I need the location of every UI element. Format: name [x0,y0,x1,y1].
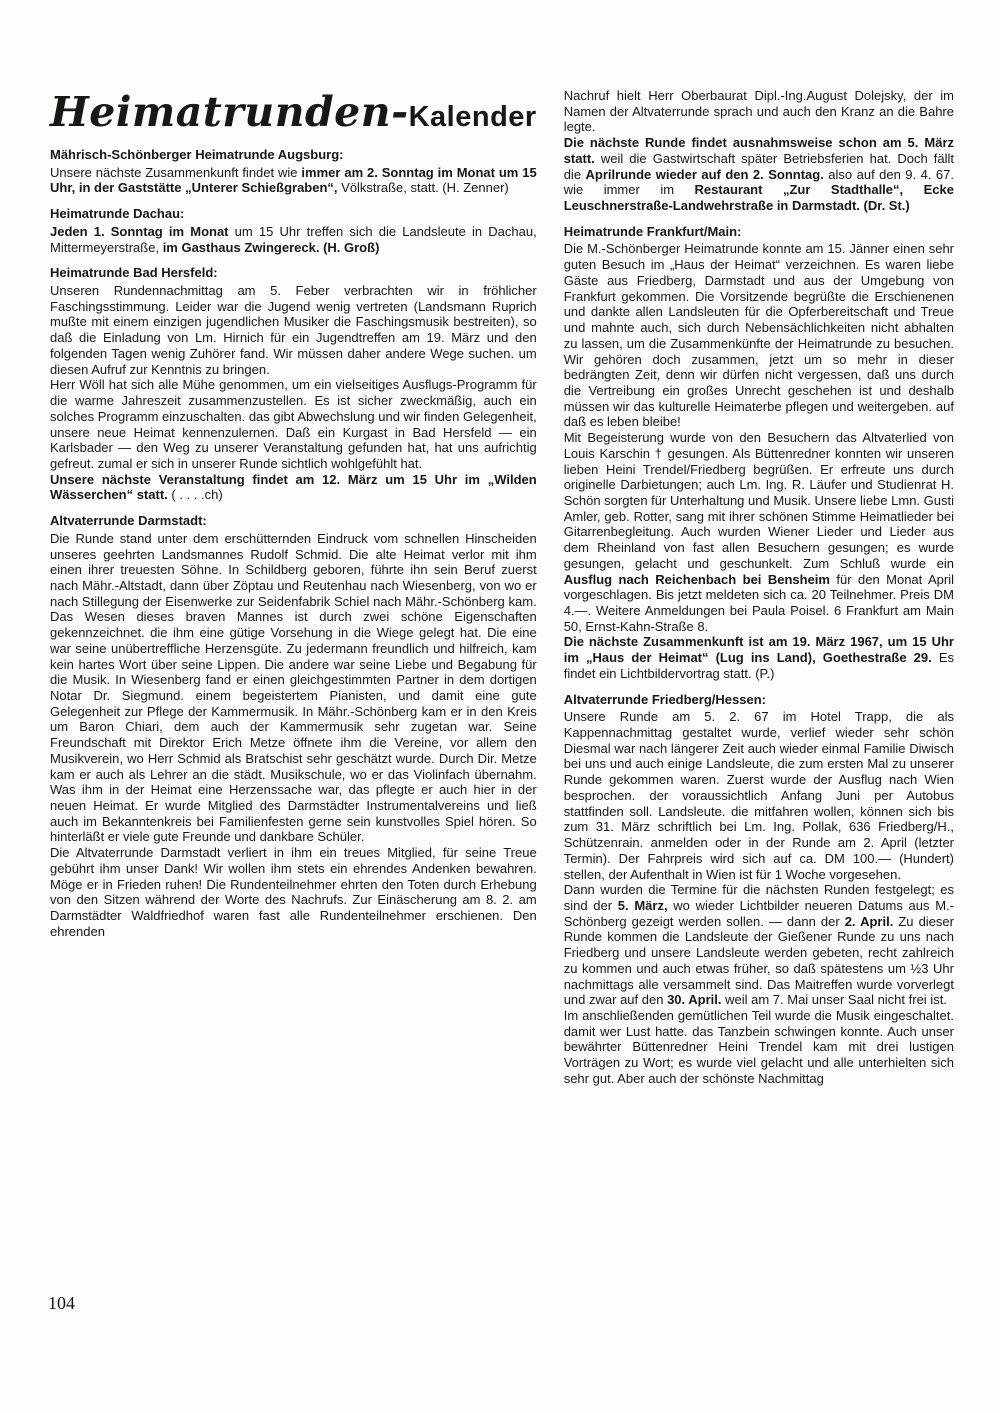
text-run: (Dr. St.) [859,198,910,214]
text-run: Unsere nächste Veranstaltung findet am 12. März um 15 Uhr im „Wilden Wässerchen“ statt. [50,471,537,503]
text-run: Nachruf hielt Herr Oberbaurat Dipl.-Ing.August Dolejsky, der im Namen der Altvaterrunde sprach und auch den Kranz an die Bahre legte. [563,88,954,135]
left-column-sections [50,147,537,940]
text-run: Die Runde stand unter dem erschütternden Eindruck vom schnellen Hinscheiden unseres geehrten Landsmannes Rudolf Schmid. Die alte Heimat verlor mit ihm einen ihrer treuesten Söhne. In Schildberg geboren, führte ihn sein Beruf zuerst nach Mähr.-Altstadt, dann über Zöptau und Reutenhau nach Wiesenberg, von wo er nach Stillegung der Eisenwerke zur Seidenfabrik Schiel nach Mähr.-Schönberg kam. Das Wesen dieses braven Mannes ist durch zwei schöne Eigenschaften gekennzeichnet. die ihm eine gütige Vorsehung in die Wiege gelegt hat. Die eine war seine unübertreffliche Herzensgüte. Zu jedermann freundlich und hilfreich, kam kein hartes Wort über seine Lippen. Die andere war seine Liebe und Begabung für die Musik. In Wiesenberg fand er einen gleichgestimmten Partner in dem dortigen Notar Dr. Siegmund. einem begeistertem Pianisten, und damit eine gute Gelegenheit zur Pflege der Kammermusik. In Mähr.-Schönberg kam er in den Kreis um Baron Chiari, dem auch der Kammermusik sehr zugetan war. Seine Freundschaft mit Direktor Erich Metze öffnete ihm die Vereine, vor allem den Musikverein, wo Herr Schmid als Bratschist sehr geschätzt wurde. Durch Dir. Metze kam er auch als Lehrer an die städt. Musikschule, wo er das Violinfach übernahm. Was ihm in der Heimat eine Herzenssache war, das pflegte er auch hier in der neuen Heimat. Er wurde Mitglied des Darmstädter Instrumentalvereins und ließ auch im Bekanntenkreis bei Familienfesten gerne sein kunstvolles Spiel hören. So hinterläßt er viele gute Freunde und dankbare Schüler. [50,530,537,845]
paragraph [50,165,537,196]
text-run: also auf den 9. 4. 67. wie immer im [563,166,954,198]
text-run: Unsere nächste Zusammenkunft findet wie [50,164,302,180]
text-run: weil die Gastwirtschaft später Betriebsferien hat. Doch fällt die [563,150,954,182]
text-run: Völkstraße, statt. (H. Zenner) [337,180,509,196]
text-run: Dann wurden die Termine für die nächsten Runden festgelegt; es sind der [563,882,954,913]
masthead-bold-text: Kalender [408,101,537,133]
paragraph [50,224,537,255]
section-heading: Heimatrunde Frankfurt/Main: [563,223,742,239]
article-section [564,88,954,214]
text-run: Mit Begeisterung wurde von den Besuchern das Altvaterlied von Louis Karschin † gesungen. Als Büttenredner konnten wir unseren lieben Heini Trendel/Friedberg begrüßen. Er erfreute uns durch originelle Darbietungen; auch Lm. Ing. R. Läufer und Studienrat H. Schön sorgten für Unterhaltung und Musik. Unsere liebe Lmn. Gusti Amler, geb. Rotter, sang mit ihrer schönen Stimme Heimatlieder bei Gitarrenbegleitung. Auch wurden Wiener Lieder und Lieder aus dem Rheinland von fast allen Besuchern gesungen; es wurde gesungen, gelacht und geschunkelt. Zum Schluß wurde ein [563,430,954,571]
text-run: Es findet ein Lichtbildervortrag statt. (P.) [563,650,954,681]
text-run: ( . . . .ch) [167,487,223,503]
right-column [564,88,954,1096]
text-run: Die nächste Zusammenkunft ist am 19. März 1967, um 15 Uhr im „Haus der Heimat“ (Lug ins Land), Goethestraße 29. [563,634,954,666]
text-run: 30. April. [667,992,722,1008]
right-column-sections [564,88,954,1087]
page-title [50,88,537,136]
left-column [50,88,537,949]
paragraph [564,882,954,1008]
paragraph [50,377,537,471]
page-number: 104 [48,1293,75,1313]
article-section [564,692,954,1087]
section-heading: Heimatrunde Bad Hersfeld: [50,265,218,281]
text-run: 5. März, [617,897,668,913]
text-run: Die nächste Runde findet ausnahmsweise schon am 5. März statt. [563,135,954,166]
paragraph [564,135,954,214]
paragraph [564,709,954,882]
paragraph [50,531,537,845]
text-run: im Gasthaus Zwingereck. (H. Groß) [162,239,380,255]
paragraph [564,634,954,681]
masthead-script-text: Heimatrunden- [50,88,409,136]
text-run: 2. April. [844,913,894,929]
two-column-layout [50,88,954,1096]
paragraph [50,472,537,503]
text-run: Unsere Runde am 5. 2. 67 im Hotel Trapp, die als Kappennachmittag gestaltet wurde, verlief wieder sehr schön Diesmal war nach längerer Zeit auch wieder einmal Familie Diwisch bei uns und auch einige Landsleute, die zum ersten Mal zu unserer Runde gekommen waren. Zuerst wurde der Ausflug nach Wien besprochen. der voraussichtlich Anfang Juni per Autobus stattfinden soll. Landsleute. die mitfahren wollen, können sich bis zum 31. März schriftlich bei Lm. Ing. Pollak, 636 Friedberg/H., Schützenrain. anmelden oder in der Runde am 2. April (letzter Termin). Der Fahrpreis wird sich auf ca. DM 100.— (Hundert) stellen, der Aufenthalt in Wien ist für 1 Woche vorgesehen. [563,709,954,882]
text-run: Die M.-Schönberger Heimatrunde konnte am 15. Jänner einen sehr guten Besuch im „Haus der Heimat“ verzeichnen. Es waren liebe Gäste aus Friedberg, Darmstadt und aus der Umgebung von Frankfurt gekommen. Die Vorsitzende begrüßte die Erschienenen und dankte allen Landsleuten für die Opferbereitschaft und Treue und mahnte auch, sich durch Nebensächlichkeiten nicht abhalten zu lassen, um die Zusammenkünfte der Heimatrunde zu besuchen. Wir gehören doch zusammen, jetzt um so mehr in dieser bedrängten Zeit, denn wir dürfen nicht vergessen, daß uns durch die Vertreibung ein großes Unrecht geschehen ist und deshalb müssen wir das kulturelle Heimaterbe pflegen und weitergeben. auf daß es leben bleibe! [563,241,954,430]
text-run: immer am 2. Sonntag im Monat um 15 Uhr, in der Gaststätte „Unterer Schießgraben“, [50,164,537,196]
text-run: Jeden 1. Sonntag im Monat [50,223,229,239]
article-section [50,206,537,255]
text-run: Im anschließenden gemütlichen Teil wurde die Musik eingeschaltet. damit wer Lust hatte. das Tanzbein schwingen konnte. Auch unser bewährter Büttenredner Heini Trendel kam mit drei lustigen Vorträgen zu Wort; es wurde viel gelacht und alle unterhielten sich sehr gut. Aber auch der schönste Nachmittag [563,1007,954,1086]
paragraph [50,283,537,377]
text-run: wo wieder Lichtbilder neueren Datums aus M.-Schönberg gezeigt werden sollen. — dann der [563,897,954,929]
article-section [50,265,537,503]
text-run: Die Altvaterrunde Darmstadt verliert in ihm ein treues Mitglied, für seine Treue gebührt ihm unser Dank! Wir wollen ihm stets ein ehrendes Andenken bewahren. Möge er in Frieden ruhen! Die Rundenteilnehmer ehrten den Toten durch Erhebung von den Sitzen während der Worte des Nachrufs. Zur Einäscherung am 8. 2. am Darmstädter Waldfriedhof waren fast alle Rundenteilnehmer erschienen. Den ehrenden [50,845,537,939]
paragraph [564,430,954,634]
text-run: um 15 Uhr treffen sich die Landsleute in Dachau, Mittermeyerstraße, [50,223,537,255]
paragraph [564,1008,954,1087]
text-run: Restaurant „Zur Stadthalle“, Ecke Leuschnerstraße-Landwehrstraße in Darmstadt. [563,182,954,214]
paragraph [564,241,954,430]
paragraph [50,845,537,939]
article-section [50,513,537,939]
text-run: Unseren Rundennachmittag am 5. Feber verbrachten wir in fröhlicher Faschingsstimmung. Leider war die Jugend wenig vertreten (Landsmann Ruprich mußte mit einem einzigen jugendlichen Musiker die Faschingsmusik bestreiten), so daß die Einladung von Lm. Hirnich für ein Jugendtreffen am 19. März und den folgenden Tagen wenig Zuhörer fand. Wir müssen daher andere Wege suchen. um diesen Aufruf zur Kenntnis zu bringen. [50,283,537,377]
text-run: Ausflug nach Reichenbach bei Bensheim [563,571,830,587]
text-run: Zu dieser Runde kommen die Landsleute der Gießener Runde zu uns nach Friedberg und unsere Landsleute werden gebeten, recht zahlreich zu kommen und auch etwas früher, so daß spätestens um ½3 Uhr nachmittags alle versammelt sind. Das Maitreffen wurde vorverlegt und zwar auf den [563,913,954,1008]
article-section [564,224,954,682]
section-heading: Altvaterrunde Darmstadt: [50,513,207,529]
text-run: für den Monat April vorgeschlagen. Bis jetzt meldeten sich ca. 20 Teilnehmer. Preis DM 4.—. Weitere Anmeldungen bei Paula Poisel. 6 Frankfurt am Main 50, Ernst-Kahn-Straße 8. [563,571,954,634]
section-heading: Mährisch-Schönberger Heimatrunde Augsburg: [50,147,344,162]
text-run: Aprilrunde wieder auf den 2. Sonntag. [585,166,824,182]
section-heading: Heimatrunde Dachau: [50,206,185,222]
text-run: weil am 7. Mai unser Saal nicht frei ist. [721,992,947,1008]
paragraph [564,88,954,135]
section-heading: Altvaterrunde Friedberg/Hessen: [563,691,766,707]
text-run: Herr Wöll hat sich alle Mühe genommen, um ein vielseitiges Ausflugs-Programm für die warme Jahreszeit zusammenzustellen. Es ist sicher zweckmäßig, auch ein solches Programm einzuschalten. das gibt Abwechslung und wir finden Gelegenheit, unsere neue Heimat kennenzulernen. Daß ein Kurgast in Bad Hersfeld — ein Karlsbader — den Weg zu unserer Veranstaltung gefunden hat, hat uns aufrichtig gefreut. zumal er sich in unserer Runde sichtlich wohlgefühlt hat. [50,377,537,471]
article-section [50,147,537,196]
